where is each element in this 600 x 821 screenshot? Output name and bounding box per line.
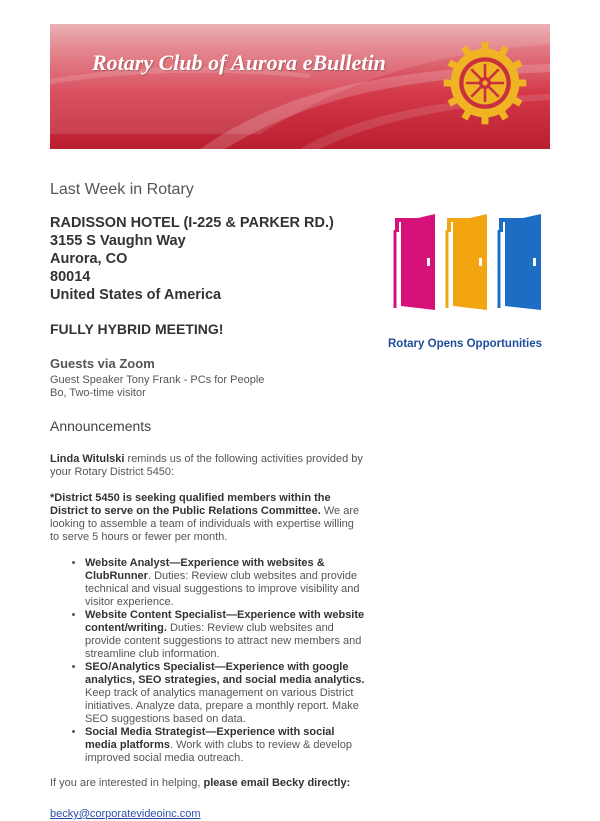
role-title: Social Media Strategist—Experience with social media platforms [85, 726, 335, 751]
open-doors-graphic [387, 210, 553, 310]
role-title: SEO/Analytics Specialist—Experience with google analytics, SEO strategies, and social media analytics. [85, 661, 365, 686]
committee-call-text: We are looking to assemble a team of individuals with expertise willing to serve 5 hours or fewer per month. [50, 505, 360, 543]
committee-call [50, 492, 366, 544]
announcements-heading: Announcements [50, 418, 152, 434]
bulletin-content [50, 180, 366, 821]
address-line: United States of America [50, 287, 222, 303]
meeting-address [50, 214, 366, 304]
roles-list [50, 557, 366, 765]
announcement-intro [50, 453, 366, 479]
address-line: 80014 [50, 269, 91, 285]
rotary-wheel-icon [442, 40, 528, 126]
role-title: Website Content Specialist—Experience with website content/writing. [85, 609, 365, 634]
tagline: Rotary Opens Opportunities [388, 338, 542, 350]
list-item [85, 609, 366, 661]
banner-title: Rotary Club of Aurora eBulletin [92, 50, 386, 75]
list-item [85, 726, 366, 765]
address-line: RADISSON HOTEL (I-225 & PARKER RD.) [50, 215, 334, 231]
intro-name: Linda Witulski [50, 453, 125, 465]
hybrid-notice: FULLY HYBRID MEETING! [50, 321, 224, 337]
email-link[interactable]: becky@corporatevideoinc.com [50, 808, 201, 820]
contact-text: If you are interested in helping, [50, 777, 204, 789]
role-desc: Keep track of analytics management on various District initiatives. Analyze data, prepare a monthly report. Make SEO suggestions based on data. [85, 687, 359, 725]
contact-bold: please email Becky directly: [203, 777, 351, 789]
contact-line [50, 777, 366, 790]
list-item [85, 661, 366, 726]
committee-call-bold: *District 5450 is seeking qualified members within the District to serve on the Public Relations Committee. [50, 492, 331, 517]
address-line: Aurora, CO [50, 251, 128, 267]
header-banner [50, 24, 550, 149]
guests-heading: Guests via Zoom [50, 356, 155, 371]
guest-line: Bo, Two-time visitor [50, 387, 146, 399]
section-heading: Last Week in Rotary [50, 181, 194, 198]
intro-text: reminds us of the following activities provided by your Rotary District 5450: [50, 453, 363, 478]
role-title: Website Analyst—Experience with websites & ClubRunner [85, 557, 325, 582]
role-desc: Duties: Review club websites and provide content suggestions to attract new members and streamline club information. [85, 622, 362, 660]
guest-line: Guest Speaker Tony Frank - PCs for People [50, 374, 265, 386]
role-desc: . Duties: Review club websites and provide technical and visual suggestions to improve visibility and visitor experience. [85, 570, 360, 608]
role-desc: . Work with clubs to review & develop improved social media outreach. [85, 739, 352, 764]
list-item [85, 557, 366, 609]
address-line: 3155 S Vaughn Way [50, 233, 186, 249]
